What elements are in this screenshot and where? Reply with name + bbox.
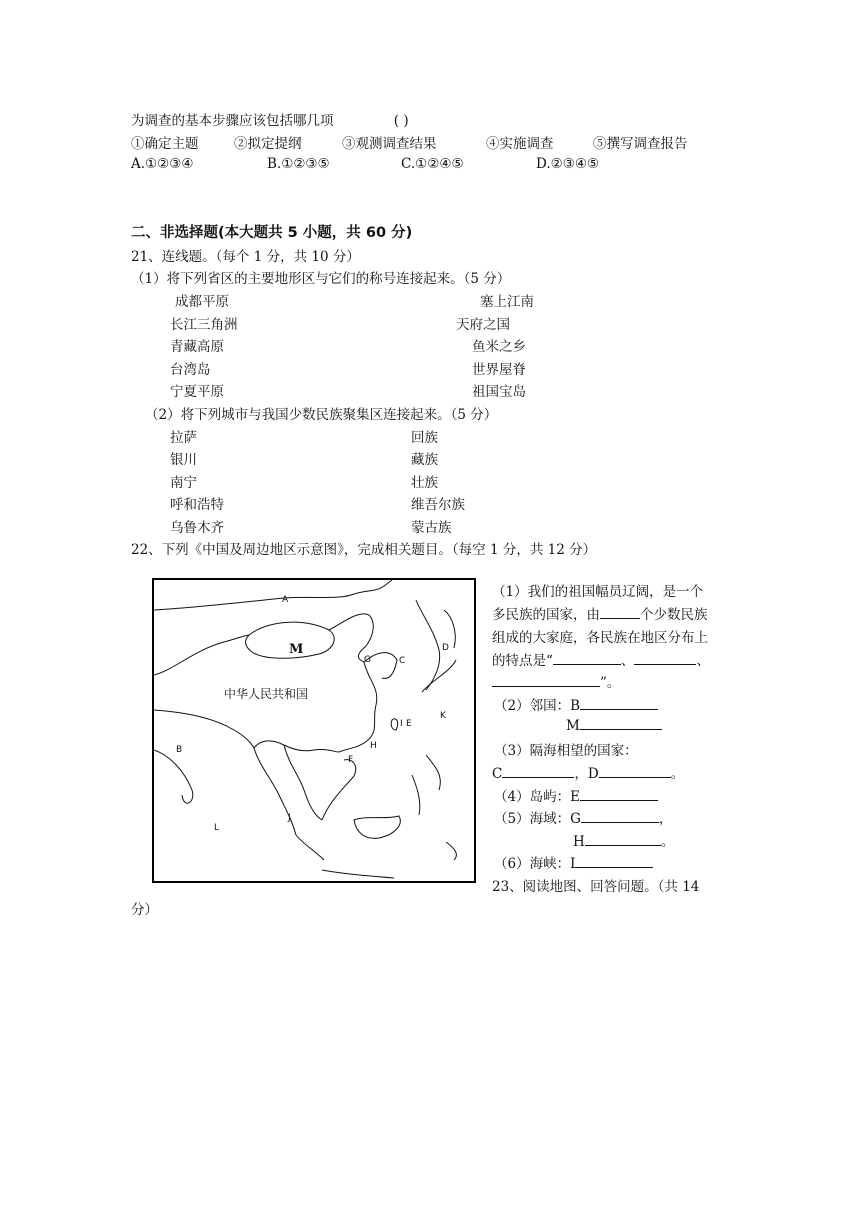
map-label-i: I: [400, 719, 403, 729]
list-item: 壮族: [411, 475, 438, 491]
q22-sub5-text: ，: [658, 811, 673, 827]
answer-blank[interactable]: [580, 717, 662, 730]
question-23-title-cont: 分）: [131, 902, 158, 918]
list-item: 藏族: [411, 452, 438, 468]
list-item: 鱼米之乡: [472, 339, 526, 355]
list-item: 天府之国: [456, 317, 510, 333]
answer-blank[interactable]: [553, 652, 621, 665]
q22-sub5-text: （5）海域：G: [494, 811, 581, 827]
step-3: ③观测调查结果: [342, 136, 437, 152]
map-label-e: E: [406, 719, 412, 729]
q22-sub1-text: 、: [620, 653, 635, 669]
section-2-title: 二、非选择题(本大题共 5 小题，共 60 分): [131, 225, 413, 241]
q22-sub3-text: C: [492, 766, 503, 782]
question-22-title: 22、下列《中国及周边地区示意图》，完成相关题目。（每空 1 分，共 12 分）: [131, 542, 597, 558]
option-d: D.②③④⑤: [536, 156, 600, 172]
map-label-d: D: [442, 643, 449, 653]
q22-sub1-text: 多民族的国家，由: [492, 607, 600, 623]
q22-sub1-text: 的特点是“: [492, 653, 553, 669]
answer-blank[interactable]: [580, 697, 658, 710]
q22-sub6-line: [494, 852, 653, 872]
q22-sub1-text: ”。: [600, 675, 621, 691]
map-drawing: [154, 580, 474, 881]
list-item: 维吾尔族: [411, 497, 465, 513]
list-item: 世界屋脊: [472, 362, 526, 378]
answer-blank[interactable]: [599, 765, 671, 778]
map-label-j: J: [288, 813, 291, 823]
q22-sub2-line1: [494, 694, 658, 714]
answer-blank[interactable]: [575, 855, 653, 868]
q21-part2-title: （2）将下列城市与我国少数民族聚集区连接起来。（5 分）: [145, 407, 498, 423]
answer-blank[interactable]: [634, 652, 696, 665]
map-label-l: L: [214, 823, 220, 833]
question-23-title: 23、阅读地图、回答问题。（共 14: [492, 879, 700, 895]
q22-sub1-text: 个少数民族: [640, 607, 708, 623]
map-label-f: F: [348, 755, 354, 765]
q22-sub1-line1: （1）我们的祖国幅员辽阔，是一个: [492, 584, 704, 600]
q22-sub5-line1: [494, 807, 672, 827]
q22-sub2-line2: [566, 717, 662, 734]
answer-blank[interactable]: [502, 765, 574, 778]
q22-sub2-text: （2）邻国：B: [494, 698, 581, 714]
q22-sub5-text: H: [573, 834, 585, 850]
answer-blank[interactable]: [580, 788, 658, 801]
q20-stem-text: 为调查的基本步骤应该包括哪几项: [131, 113, 334, 129]
list-item: 蒙古族: [411, 520, 452, 536]
list-item: 呼和浩特: [170, 497, 224, 513]
q22-sub1-line5: [492, 671, 620, 691]
option-c: C.①②④⑤: [401, 156, 464, 172]
map-label-b: B: [176, 745, 183, 755]
list-item: 青藏高原: [170, 339, 224, 355]
map-label-g: G: [364, 655, 371, 665]
list-item: 银川: [170, 452, 197, 468]
q21-part1-title: （1）将下列省区的主要地形区与它们的称号连接起来。（5 分）: [131, 271, 511, 287]
answer-blank[interactable]: [492, 674, 600, 687]
map-label-m: M: [289, 642, 304, 657]
option-a: A.①②③④: [131, 156, 194, 172]
step-2: ②拟定提纲: [234, 136, 302, 152]
option-b: B.①②③⑤: [267, 156, 330, 172]
q22-sub4-text: （4）岛屿：E: [494, 789, 580, 805]
answer-blank[interactable]: [600, 606, 640, 619]
q22-sub3-title: （3）隔海相望的国家：: [494, 743, 638, 759]
list-item: 台湾岛: [170, 362, 211, 378]
list-item: 宁夏平原: [170, 384, 224, 400]
list-item: 乌鲁木齐: [170, 520, 224, 536]
q22-sub4-line: [494, 785, 658, 805]
map-label-c: C: [399, 656, 406, 666]
answer-paren: ( ): [393, 113, 409, 129]
answer-blank[interactable]: [585, 833, 661, 846]
q22-sub1-line2: [492, 603, 708, 623]
step-1: ①确定主题: [131, 136, 199, 152]
q22-sub1-text: 、: [696, 653, 710, 669]
q22-sub1-line3: 组成的大家庭，各民族在地区分布上: [492, 630, 708, 646]
q22-sub5-text: 。: [660, 834, 675, 850]
map-label-a: A: [282, 595, 289, 605]
q22-sub3-line: [492, 762, 684, 782]
q22-sub3-text: ，D: [574, 766, 599, 782]
question-21-title: 21、连线题。（每个 1 分，共 10 分）: [131, 249, 360, 265]
list-item: 拉萨: [170, 430, 197, 446]
q22-sub3-text: 。: [670, 766, 685, 782]
map-country-name: 中华人民共和国: [224, 687, 309, 701]
q22-sub1-line4: [492, 649, 710, 669]
q22-sub6-text: （6）海峡：I: [494, 856, 576, 872]
list-item: 长江三角洲: [170, 317, 238, 333]
list-item: 回族: [411, 430, 438, 446]
china-region-map: [152, 578, 476, 883]
step-5: ⑤撰写调查报告: [593, 136, 688, 152]
answer-blank[interactable]: [581, 810, 659, 823]
list-item: 祖国宝岛: [472, 384, 526, 400]
map-label-h: H: [370, 741, 377, 751]
step-4: ④实施调查: [486, 136, 554, 152]
list-item: 塞上江南: [480, 294, 534, 310]
q22-sub2-text: M: [566, 718, 580, 734]
list-item: 成都平原: [175, 294, 229, 310]
map-label-k: K: [440, 711, 446, 721]
q22-sub5-line2: [573, 830, 674, 850]
list-item: 南宁: [170, 475, 197, 491]
question-20-stem: [131, 109, 409, 129]
